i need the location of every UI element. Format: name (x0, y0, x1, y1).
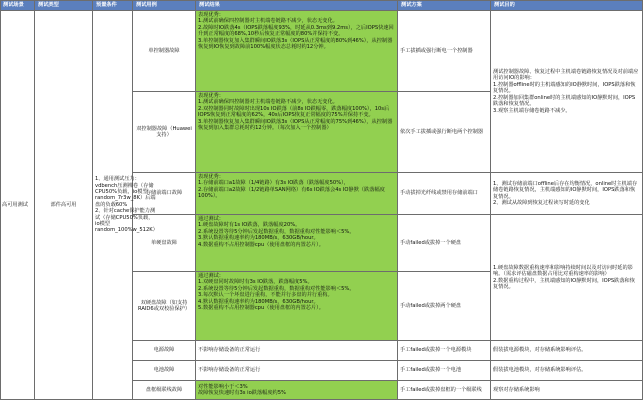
case-name-text: 单控制器故障 (148, 47, 180, 54)
case-name-text: 双硬盘故障（如支持RAID6或双校验保护） (137, 299, 191, 312)
case-result-text: 对性能影响小于＜3% 故障恢复快速时有3s io跌落幅度约5% (198, 383, 286, 396)
case-plan-text: 依次手工拔插或强行断电两个控制器 (400, 128, 484, 135)
case-result: 表现优秀： 1.测试前确保四控制器对主机端卷链路不减少，状态无变化。 2.双控制器同时故障时出现10s IO跌落（前8s IO跌幅零，跌落幅度100%），10s后IOPS恢复到正常幅度的62%，40s后IOPS恢复正常幅度的75%并保持不变。 3.单控制器恢复加入集群瞬间IO跌落3s（IOPS从正常幅度的75%到46%），从控制器恢复到加入集群总耗时约12分钟。（每次加入一个控制器） (196, 92, 398, 173)
case-purpose (491, 381, 643, 400)
case-name (133, 92, 196, 173)
case-purpose (491, 173, 643, 215)
precondition-cell (93, 11, 158, 400)
case-name (133, 381, 196, 400)
case-result (196, 361, 398, 381)
case-name (133, 272, 196, 341)
case-name (133, 173, 196, 215)
case-purpose-text: 1.硬盘故障数据重构速率和影响持续时间以及对访问时延的影响。（需求评估磁盘数据占用比对重构速率的影响） 2.数据重构过程中，主机端感知的IO静默时间，IOPS跌落和恢复情况。 (493, 264, 635, 290)
case-result: 通过测试： 1.双硬盘同时故障时有3s IO跌落，跌落幅度5%。 2.系统设置等待5分钟后发起数据重构，数据重构对性能影响＜5%。 3.每次默认一个坏盘进行重构，不能并行多盘的并行重构。 4.默认数据重构速率约为180MB/s，630GB/hour。 5.数据重构不占用控制器cpu（使用盘框的内置芯片）。 (196, 272, 398, 341)
case-plan (398, 381, 491, 400)
case-name (133, 361, 196, 381)
case-name-text: 双控制器故障（Huawei支持） (136, 125, 192, 138)
case-result (196, 381, 398, 400)
header-test-case: 测试用例 (133, 0, 196, 11)
case-purpose (491, 361, 643, 381)
case-name-text: 单硬盘故障 (151, 239, 177, 246)
case-plan (398, 92, 491, 173)
case-plan-text: 手工failed或拔掉一个电源模块 (400, 347, 472, 354)
case-plan-text: 手动拔掉光纤线或禁用存储前端口 (400, 190, 478, 197)
case-result-text: 不影响存储设备的正常运行 (198, 367, 261, 374)
case-name-text: 存储前端口故障 (145, 190, 183, 197)
case-plan-text: 手动failed或拔掉两个硬盘 (400, 302, 462, 309)
case-plan (398, 173, 491, 215)
case-plan-text: 手动failed或拔掉一个硬盘 (400, 239, 462, 246)
header-test-result: 测试结果 (196, 0, 398, 11)
header-test-purpose: 测试目的 (491, 0, 643, 11)
test-type-text: 部件高可用 (50, 201, 77, 208)
case-plan (398, 361, 491, 381)
case-result: 通过测试： 1.硬盘故障时有1s IO跌落，跌落幅度20%。 2.系统设置等待5分钟后发起数据重构，数据重构对性能影响＜5%。 3.默认数据重构速率约为180MB/s，630GB/hour。 4.数据重构不占用控制器cpu（使用盘框的内置芯片）。 (196, 215, 398, 272)
case-plan (398, 215, 491, 272)
scene-text: 高可用测试 (2, 201, 28, 208)
case-name-text: 电源故障 (153, 347, 175, 354)
case-plan-text: 手工failed或拔掉一个电池 (400, 367, 462, 374)
case-purpose (491, 11, 643, 173)
precondition-text: 1、通用测试压力：vdbench压测裸卷（存储CPU50%负载，io模型random_7r3w_8K）后端盘的负载60% 2、针对cache保护能力测试（存储CPU50%负载，io模型random_100%w_512K） (95, 176, 158, 234)
case-purpose-text: 观察对存储系统影响 (493, 386, 540, 393)
case-plan (398, 341, 491, 361)
header-precondition: 预置条件 (93, 0, 133, 11)
case-purpose-text: 测试控制器故障、恢复过程中主机端卷链路恢复情况及对前端应用访问IO的影响： 1.控制器offline时的主机端感知的IO静默时间，IOPS跌落和恢复情况。 2.控制器加回集群online时的主机端感知的IO静默时间，IOPS跌落和恢复情况。 3.观察主机端存储卷链路不减少。 (493, 69, 639, 114)
case-result-text: 不影响存储设备的正常运行 (198, 347, 261, 354)
case-plan-text: 手工failed或拔掉盘框的一个级联线 (400, 386, 482, 393)
case-name-text: 电池故障 (153, 367, 175, 374)
case-plan (398, 272, 491, 341)
case-name (133, 341, 196, 361)
case-purpose-text: 假装拔电池模块，对存储系统影响评估。 (493, 367, 587, 374)
case-plan (398, 11, 491, 92)
case-plan-text: 手工拔插或强行断电一个控制器 (400, 47, 473, 54)
case-purpose-text: 假装拔电源模块，对存储系统影响评估。 (493, 347, 587, 354)
case-name (133, 215, 196, 272)
case-name-text: 盘框级联线故障 (145, 386, 183, 393)
case-result (196, 341, 398, 361)
header-test-type: 测试类型 (35, 0, 93, 11)
case-purpose (491, 215, 643, 341)
case-purpose-text: 1、测试存储前端口offline后存在均衡情况，online时主机端存储卷链路恢复情况，主机端感知的IO静默时间，IOPS跌落和恢复情况。 2、测试从故障到恢复过程读写时延的变化 (493, 180, 638, 206)
case-name (133, 11, 196, 92)
scene-cell (0, 11, 35, 400)
case-purpose (491, 341, 643, 361)
test-type-cell (35, 11, 93, 400)
header-scene: 测试场景 (0, 0, 35, 11)
case-result: 表现优秀： 1.测试前确保四控制器对主机端卷链路不减少，状态无变化。 2.故障时IO跌落4s（IOPS跌落幅度93%，时延从0.3ms到9.2ms），之后IOPS快速回升到正常幅度的68%,10秒后恢复正常幅度的80%并保持不变。 3.单控制器恢复加入集群瞬间IO跌落3s（IOPS从正常幅度的80%到46%），从控制器恢复到IO恢复到故障前100%幅度状态总耗时约12分钟。 (196, 11, 398, 92)
header-test-plan: 测试方案 (398, 0, 491, 11)
case-result: 表现优秀： 1.存储前端口a1故障（1/4链路）有3s IO跌落（跌落幅度50%）， 2.存储前端口a2故障（1/2链路单SAN网络）有6s IO跌落会4s IO静默（跌落幅度100%）。 (196, 173, 398, 215)
